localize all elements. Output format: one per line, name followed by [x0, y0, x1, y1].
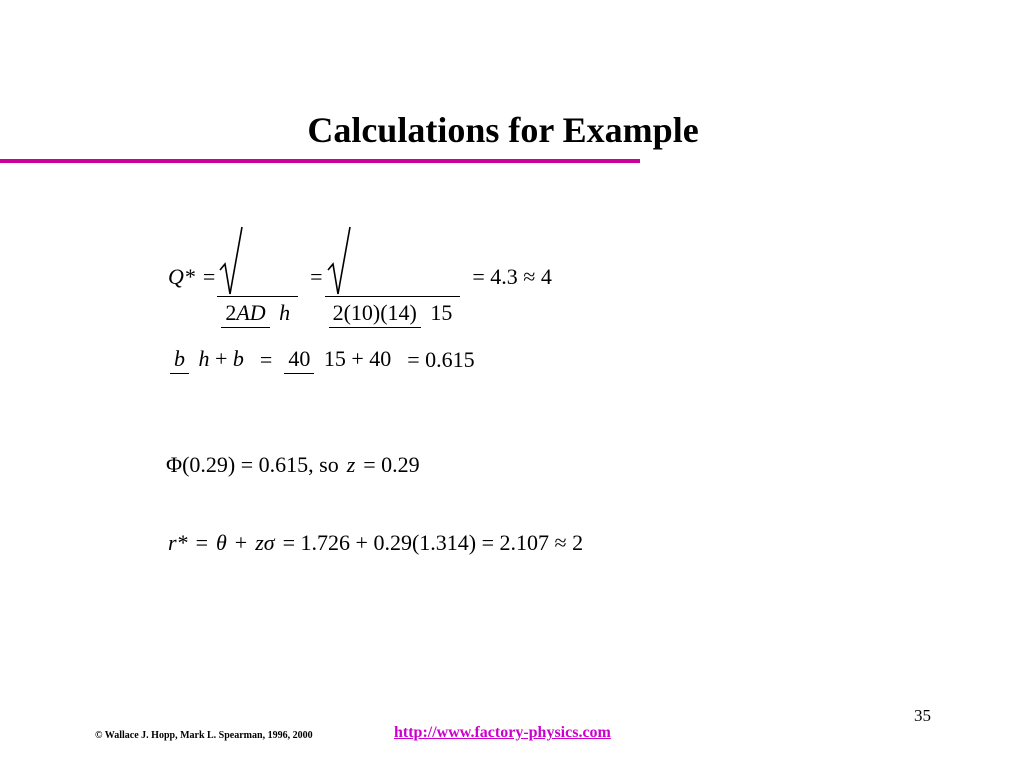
fraction-numeric — [329, 299, 457, 328]
critical-ratio-result: = 0.615 — [407, 346, 475, 372]
fraction-2ad-over-h — [221, 299, 294, 328]
numerator-vars: AD — [236, 300, 266, 325]
radical-sign-icon — [219, 226, 243, 296]
radical-sign-icon — [327, 226, 351, 296]
equals-sign: = — [310, 264, 323, 289]
equation-critical-ratio — [166, 345, 475, 374]
phi-statement: Φ(0.29) = 0.615, so — [166, 452, 339, 477]
numerator-coef: 2 — [225, 300, 237, 325]
z-symbol: z — [255, 530, 264, 555]
fraction-40-over-55 — [284, 345, 395, 374]
theta-symbol: θ — [215, 530, 227, 555]
equation-q-star — [168, 226, 552, 328]
denominator-15: 15 — [430, 300, 453, 325]
den-plus: + — [209, 346, 233, 371]
q-star-result: = 4.3 ≈ 4 — [472, 264, 552, 289]
denominator-h: h — [279, 300, 291, 325]
equation-phi — [166, 452, 420, 478]
slide-title: Calculations for Example — [307, 110, 699, 150]
r-star-symbol: r* — [168, 530, 188, 555]
sigma-symbol: σ — [263, 530, 275, 555]
den-b: b — [232, 346, 244, 371]
fraction-b-over-h-plus-b — [170, 345, 248, 374]
equals-sign: = — [202, 264, 216, 289]
denominator-15-plus-40: 15 + 40 — [323, 346, 392, 371]
r-star-result: = 1.726 + 0.29(1.314) = 2.107 ≈ 2 — [282, 530, 584, 555]
equals-sign: = — [259, 346, 273, 372]
q-star-symbol: Q* — [168, 264, 195, 289]
title-underline — [0, 159, 640, 163]
den-h: h — [198, 346, 210, 371]
radical-1 — [219, 226, 298, 328]
numerator-40: 40 — [284, 345, 314, 374]
page-number: 35 — [914, 706, 931, 725]
numerator-values: 2(10)(14) — [329, 299, 421, 328]
z-variable: z — [346, 452, 356, 477]
numerator-b: b — [170, 345, 189, 374]
radical-2 — [327, 226, 461, 328]
z-value: = 0.29 — [363, 452, 420, 477]
equals-sign: = — [195, 530, 208, 555]
plus-sign: + — [234, 530, 248, 555]
equation-r-star — [168, 530, 583, 556]
copyright-notice: © Wallace J. Hopp, Mark L. Spearman, 1996, 2000 — [95, 730, 313, 741]
factory-physics-link[interactable]: http://www.factory-physics.com — [394, 724, 611, 741]
